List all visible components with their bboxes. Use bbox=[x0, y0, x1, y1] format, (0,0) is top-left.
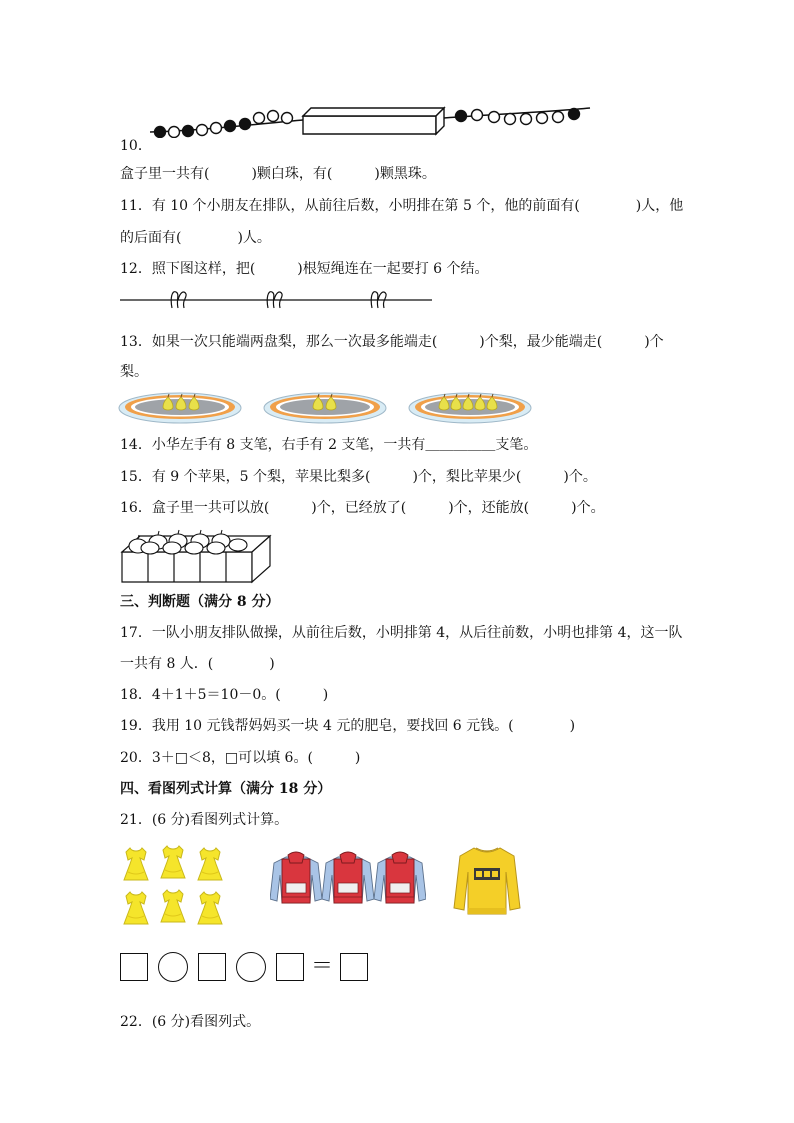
question-11-line2: 的后面有( )人。 bbox=[120, 230, 271, 246]
answer-box-3[interactable] bbox=[276, 953, 304, 981]
plate-2 bbox=[264, 393, 386, 423]
answer-box-result[interactable] bbox=[340, 953, 368, 981]
rope-knots-figure bbox=[120, 286, 435, 314]
bead-box bbox=[303, 108, 444, 134]
dresses-figure bbox=[118, 842, 230, 930]
pear-plates-figure bbox=[118, 386, 534, 426]
answer-box-2[interactable] bbox=[198, 953, 226, 981]
question-12: 12．照下图这样，把( )根短绳连在一起要打 6 个结。 bbox=[120, 261, 489, 277]
operator-circle-2[interactable] bbox=[236, 952, 266, 982]
question-15: 15．有 9 个苹果，5 个梨，苹果比梨多( )个，梨比苹果少( )个。 bbox=[120, 469, 597, 485]
question-19: 19．我用 10 元钱帮妈妈买一块 4 元的肥皂，要找回 6 元钱。( ) bbox=[120, 718, 576, 734]
question-13-line2: 梨。 bbox=[120, 364, 148, 380]
question-14: 14．小华左手有 8 支笔，右手有 2 支笔，一共有＿＿＿＿＿支笔。 bbox=[120, 437, 538, 453]
section-4-title: 四、看图列式计算（满分 18 分） bbox=[120, 781, 332, 797]
q10-number: 10． bbox=[120, 138, 152, 154]
equals-sign: ＝ bbox=[311, 954, 334, 979]
sweater-figure bbox=[452, 842, 522, 918]
plate-1 bbox=[119, 393, 241, 423]
answer-box-1[interactable] bbox=[120, 953, 148, 981]
beads-left bbox=[155, 111, 293, 138]
question-18: 18．4＋1＋5＝10－0。( ) bbox=[120, 687, 329, 703]
question-20: 20．3＋□＜8，□可以填 6。( ) bbox=[120, 750, 361, 766]
question-11-line1: 11．有 10 个小朋友在排队，从前往后数，小明排在第 5 个，他的前面有( )人，他 bbox=[120, 198, 684, 214]
bead-string-figure bbox=[148, 104, 593, 138]
question-22: 22．(6 分)看图列式。 bbox=[120, 1014, 261, 1030]
hoodies-figure bbox=[270, 850, 426, 906]
apple-box-figure bbox=[120, 528, 276, 584]
operator-circle-1[interactable] bbox=[158, 952, 188, 982]
question-10: 盒子里一共有( )颗白珠，有( )颗黑珠。 bbox=[120, 166, 436, 182]
question-16: 16．盒子里一共可以放( )个，已经放了( )个，还能放( )个。 bbox=[120, 500, 605, 516]
question-21: 21．(6 分)看图列式计算。 bbox=[120, 812, 289, 828]
section-3-title: 三、判断题（满分 8 分） bbox=[120, 594, 280, 610]
question-17-line2: 一共有 8 人．( ) bbox=[120, 656, 275, 672]
plate-3 bbox=[409, 393, 531, 423]
question-13-line1: 13．如果一次只能端两盘梨，那么一次最多能端走( )个梨，最少能端走( )个 bbox=[120, 334, 664, 350]
question-17-line1: 17．一队小朋友排队做操，从前往后数，小明排第 4，从后往前数，小明也排第 4，这一队 bbox=[120, 625, 683, 641]
